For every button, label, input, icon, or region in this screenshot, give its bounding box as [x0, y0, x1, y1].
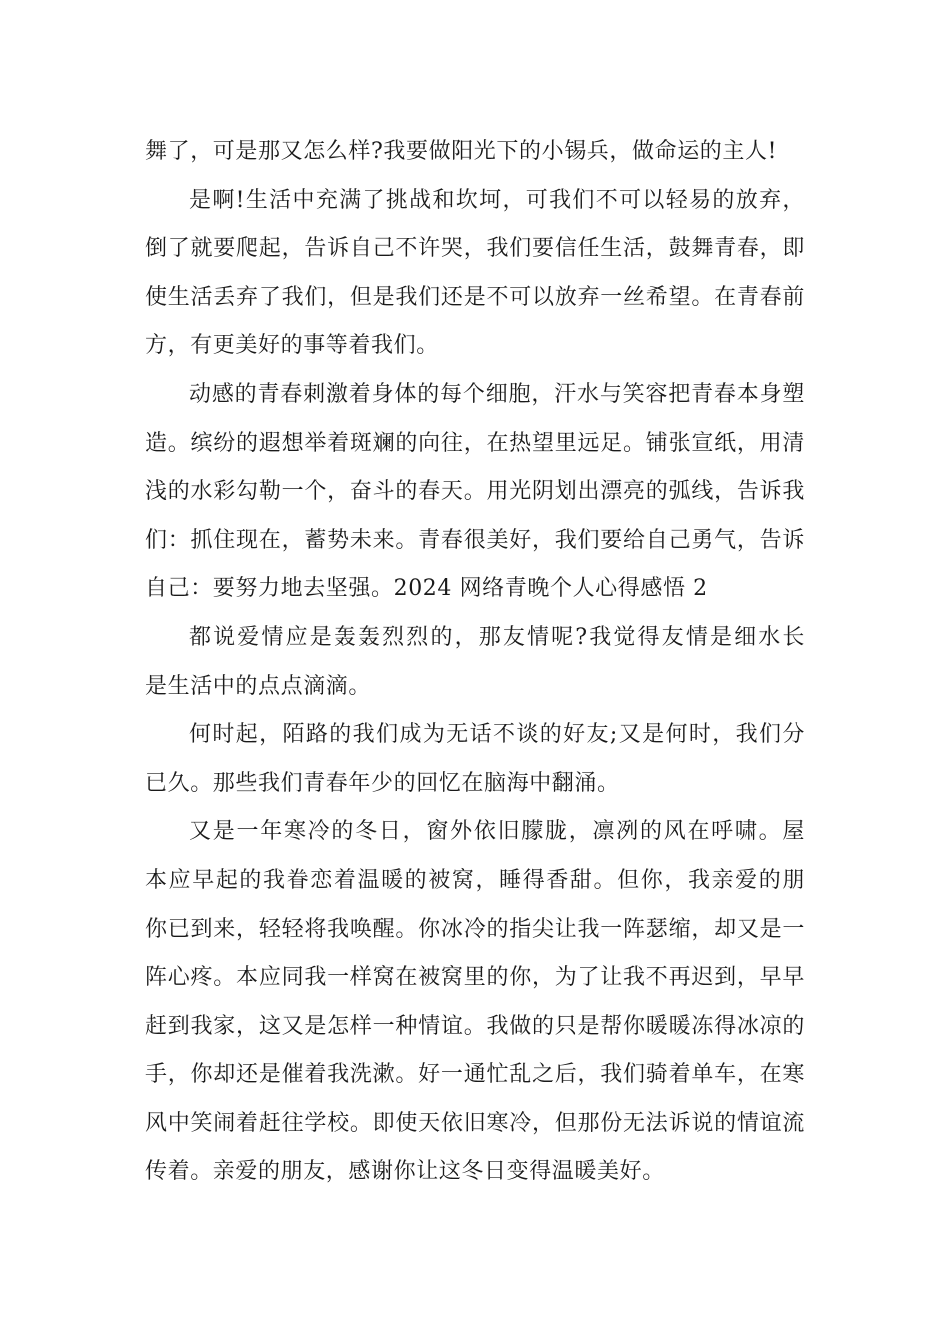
text-line: 使生活丢弃了我们，但是我们还是不可以放弃一丝希望。在青春前 — [145, 284, 805, 310]
text-line: 方，有更美好的事等着我们。 — [145, 333, 439, 359]
text-line: 都说爱情应是轰轰烈烈的，那友情呢?我觉得友情是细水长 — [189, 624, 805, 650]
text-line: 动感的青春刺激着身体的每个细胞，汗水与笑容把青春本身塑 — [189, 381, 805, 407]
text-line: 们：抓住现在，蓄势未来。青春很美好，我们要给自己勇气，告诉 — [145, 527, 805, 553]
text-line: 已久。那些我们青春年少的回忆在脑海中翻涌。 — [145, 770, 620, 796]
text-line: 倒了就要爬起，告诉自己不许哭，我们要信任生活，鼓舞青春，即 — [145, 236, 805, 262]
text-line: 自己：要努力地去坚强。2024 网络青晚个人心得感悟 2 — [145, 576, 708, 602]
text-line: 风中笑闹着赶往学校。即使天依旧寒冷，但那份无法诉说的情谊流 — [145, 1110, 805, 1136]
text-line: 手，你却还是催着我洗漱。好一通忙乱之后，我们骑着单车，在寒 — [145, 1062, 805, 1088]
text-line: 你已到来，轻轻将我唤醒。你冰冷的指尖让我一阵瑟缩，却又是一 — [145, 916, 805, 942]
text-line: 赶到我家，这又是怎样一种情谊。我做的只是帮你暖暖冻得冰凉的 — [145, 1013, 805, 1039]
text-line: 阵心疼。本应同我一样窝在被窝里的你，为了让我不再迟到，早早 — [145, 965, 805, 991]
text-line: 浅的水彩勾勒一个，奋斗的春天。用光阴划出漂亮的弧线，告诉我 — [145, 479, 805, 505]
text-line: 又是一年寒冷的冬日，窗外依旧朦胧，凛冽的风在呼啸。屋 — [189, 819, 805, 845]
text-line: 何时起，陌路的我们成为无话不谈的好友;又是何时，我们分 — [189, 722, 805, 748]
text-line: 舞了，可是那又怎么样?我要做阳光下的小锡兵，做命运的主人! — [145, 139, 778, 164]
text-line: 造。缤纷的遐想举着斑斓的向往，在热望里远足。铺张宣纸，用清 — [145, 430, 805, 456]
text-line: 传着。亲爱的朋友，感谢你让这冬日变得温暖美好。 — [145, 1159, 665, 1185]
text-line: 是啊!生活中充满了挑战和坎坷，可我们不可以轻易的放弃， — [189, 187, 805, 213]
text-line: 本应早起的我眷恋着温暖的被窝，睡得香甜。但你，我亲爱的朋 — [145, 867, 805, 893]
document-body — [145, 128, 805, 1197]
text-line: 是生活中的点点滴滴。 — [145, 673, 372, 699]
